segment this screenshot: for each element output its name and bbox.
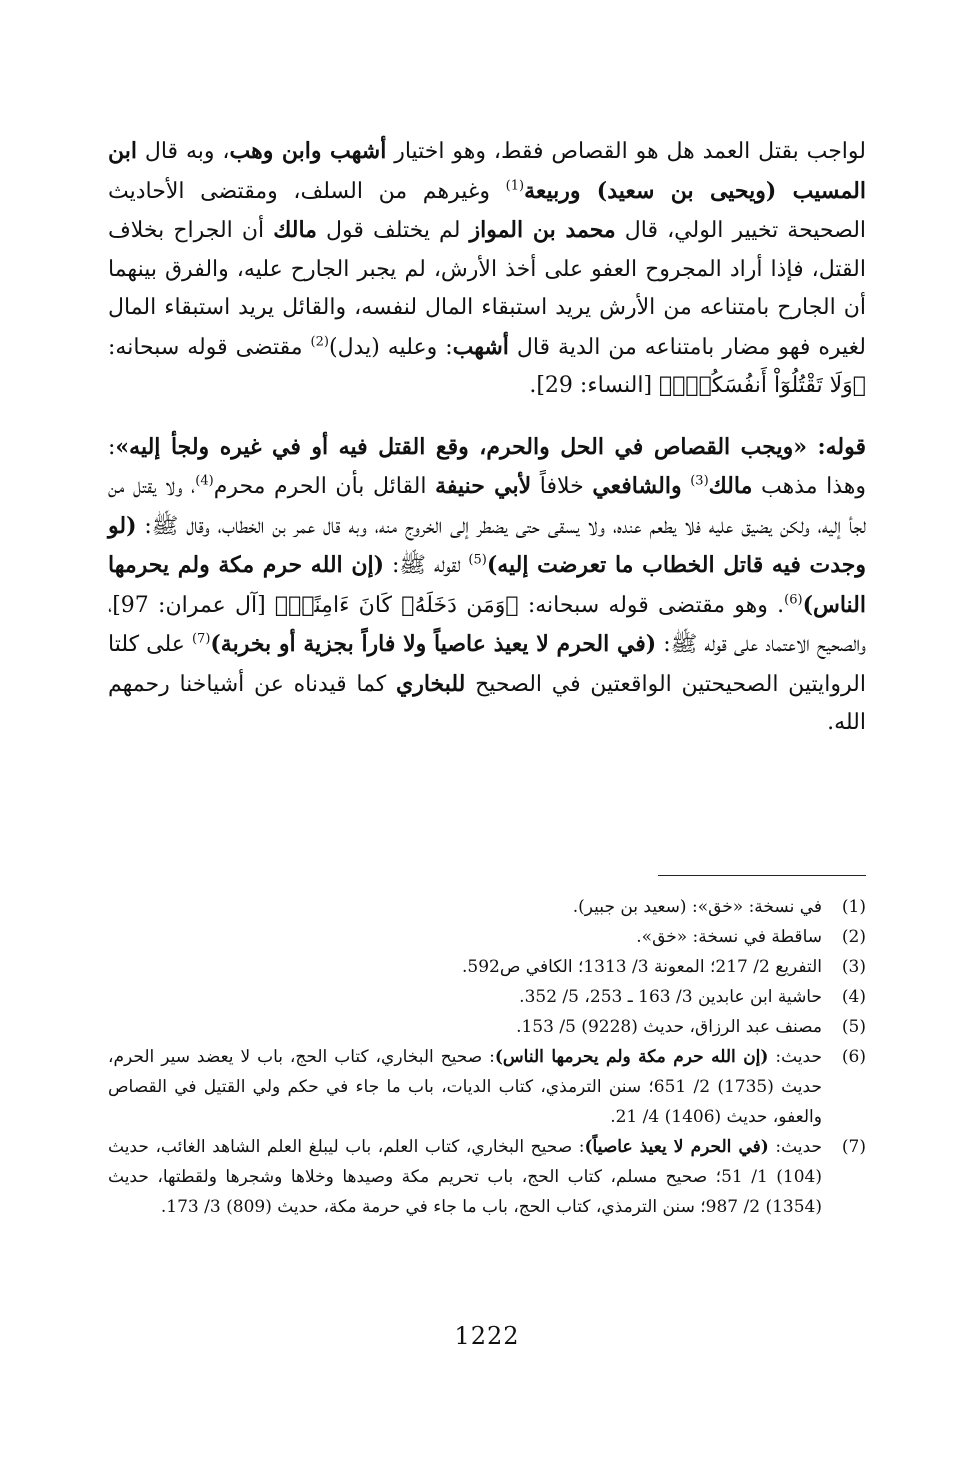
footnote-2 [108, 922, 866, 952]
text-run: حاشية ابن عابدين 3/ 163 ـ 253، 5/ 352. [519, 987, 822, 1007]
footnote-number: (7) [841, 1137, 866, 1157]
paragraph-2 [108, 428, 866, 743]
bold-name: مالك [708, 473, 753, 499]
text-run: ، ولا يقتل من لجأ إليه، ولكن يضيق عليه فلا يطعم عنده، ولا يسقى حتى يضطر إلى الخروج منه، وبه قال عمر بن الخطاب، وقال ﷺ: [108, 474, 866, 539]
text-run: القائل بأن الحرم محرم [213, 474, 436, 499]
page-number: 1222 [454, 1322, 520, 1350]
footnote-text [108, 982, 822, 1012]
text-run: ساقطة في نسخة: «خق». [636, 927, 822, 947]
footnote-ref[interactable]: (6) [784, 592, 803, 608]
quran-citation: . وهو مقتضى قوله سبحانه: ﴿وَمَن دَخَلَهُۥ كَانَ ءَامِنًاۗ﴾ [آل عمران: 97]، والصحيح الاعتماد على قوله ﷺ: [108, 592, 867, 657]
text-run: لقوله ﷺ: [384, 553, 469, 578]
bold-name: أشهب [452, 333, 509, 360]
paragraph-1 [108, 132, 866, 406]
bold-name: مالك [273, 217, 317, 243]
text-run: خلافاً [531, 474, 593, 499]
footnote-3 [108, 952, 866, 982]
footnote-number: (1) [841, 897, 866, 917]
bold-quote: (لو وجدت فيه قاتل الخطاب ما تعرضت إليه) [108, 512, 866, 578]
text-run: في نسخة: «خق»: (سعيد بن جبير). [572, 897, 822, 917]
bold-hadith: (في الحرم لا يعيذ عاصياً) [584, 1137, 769, 1157]
text-run: كما قيدناه عن أشياخنا رحمهم الله. [108, 671, 866, 735]
bold-name: والشافعي [592, 473, 682, 499]
footnote-ref[interactable]: (4) [195, 473, 214, 489]
bold-name: أشهب وابن وهب [229, 138, 387, 164]
text-run: حديث: [768, 1137, 822, 1157]
footnote-ref[interactable]: (3) [690, 473, 709, 489]
text-run: ، وبه قال [136, 139, 230, 164]
text-run [682, 474, 691, 499]
text-run: : وعليه (يدل) [328, 334, 453, 360]
footnote-1 [108, 892, 866, 922]
text-run: : صحيح البخاري، كتاب العلم، باب ليبلغ العلم الشاهد الغائب، حديث (104) 1/ 51؛ صحيح مسلم، كتاب الحج، باب تحريم مكة وصيدها وخلاها وشجرها ولقطتها، حديث (1354) 2/ 987؛ سنن الترمذي، كتاب الحج، باب ما جاء في حرمة مكة، حديث (809) 3/ 173. [108, 1137, 822, 1217]
bold-hadith: (في الحرم لا يعيذ عاصياً ولا فاراً بجزية أو بخربة) [210, 631, 657, 657]
footnote-number: (5) [841, 1017, 866, 1037]
bold-name: ابن المسيب (ويحيى بن سعيد) وربيعة [108, 138, 866, 204]
bold-hadith: (إن الله حرم مكة ولم يحرمها الناس) [108, 552, 866, 618]
footnote-5 [108, 1012, 866, 1042]
footnote-number: (3) [841, 957, 866, 977]
text-run: : صحيح البخاري، كتاب الحج، باب لا يعضد سير الحرم، حديث (1735) 2/ 651؛ سنن الترمذي، كتاب الديات، باب ما جاء في حكم ولي القتيل في القصاص والعفو، حديث (1406) 4/ 21. [108, 1047, 822, 1127]
bold-name: لأبي حنيفة [435, 473, 532, 499]
footnote-ref[interactable]: (5) [468, 552, 487, 568]
text-run: لواجب بقتل العمد هل هو القصاص فقط، وهو اختيار [386, 139, 866, 164]
text-run: مصنف عبد الرزاق، حديث (9228) 5/ 153. [516, 1017, 822, 1037]
quran-citation: مقتضى قوله سبحانه: ﴿وَلَا تَقْتُلُوٓاْ أَنفُسَكُمْۚ﴾ [النساء: 29]. [108, 334, 866, 398]
footnote-text [108, 1132, 822, 1222]
footnote-4 [108, 982, 866, 1012]
footnote-text [108, 1042, 822, 1132]
text-run: التفريع 2/ 217؛ المعونة 3/ 1313؛ الكافي ص592. [461, 957, 822, 977]
text-run: : وهذا مذهب [108, 434, 867, 499]
footnote-7 [108, 1132, 866, 1222]
bold-name: محمد بن المواز [469, 217, 616, 243]
bold-name: للبخاري [395, 670, 466, 697]
footnote-text [108, 1012, 822, 1042]
footnote-text [108, 922, 822, 952]
bold-hadith: (إن الله حرم مكة ولم يحرمها الناس) [494, 1047, 769, 1067]
text-run: وغيرهم من السلف، ومقتضى الأحاديث الصحيحة تخيير الولي، قال [108, 178, 867, 243]
footnote-ref[interactable]: (7) [191, 631, 211, 647]
main-text [108, 132, 866, 743]
text-run: لم يختلف قول [316, 218, 470, 243]
text-run: حديث: [768, 1047, 822, 1067]
footnotes [108, 892, 866, 1222]
footnote-number: (6) [841, 1047, 866, 1067]
footnote-number: (2) [841, 927, 866, 947]
text-run: على كلتا الروايتين الصحيحتين الواقعتين في الصحيح [108, 632, 866, 697]
footnote-6 [108, 1042, 866, 1132]
text-run: أن الجراح بخلاف القتل، فإذا أراد المجروح العفو على أخذ الأرش، لم يجبر الجارح عليه، والفرق بينهما أن الجارح بامتناعه من الأرش يريد استبقاء المال لنفسه، والقائل يريد استبقاء المال لغيره فهو مضار بامتناعه من الدية قال [108, 218, 866, 360]
footnote-separator [658, 875, 866, 876]
footnote-ref[interactable]: (1) [505, 178, 525, 194]
footnote-text [108, 952, 822, 982]
footnote-text [108, 892, 822, 922]
bold-quote: قوله: «ويجب القصاص في الحل والحرم، وقع القتل فيه أو في غيره ولجأ إليه» [115, 433, 866, 460]
footnote-ref[interactable]: (2) [310, 334, 329, 350]
footnote-number: (4) [841, 987, 866, 1007]
